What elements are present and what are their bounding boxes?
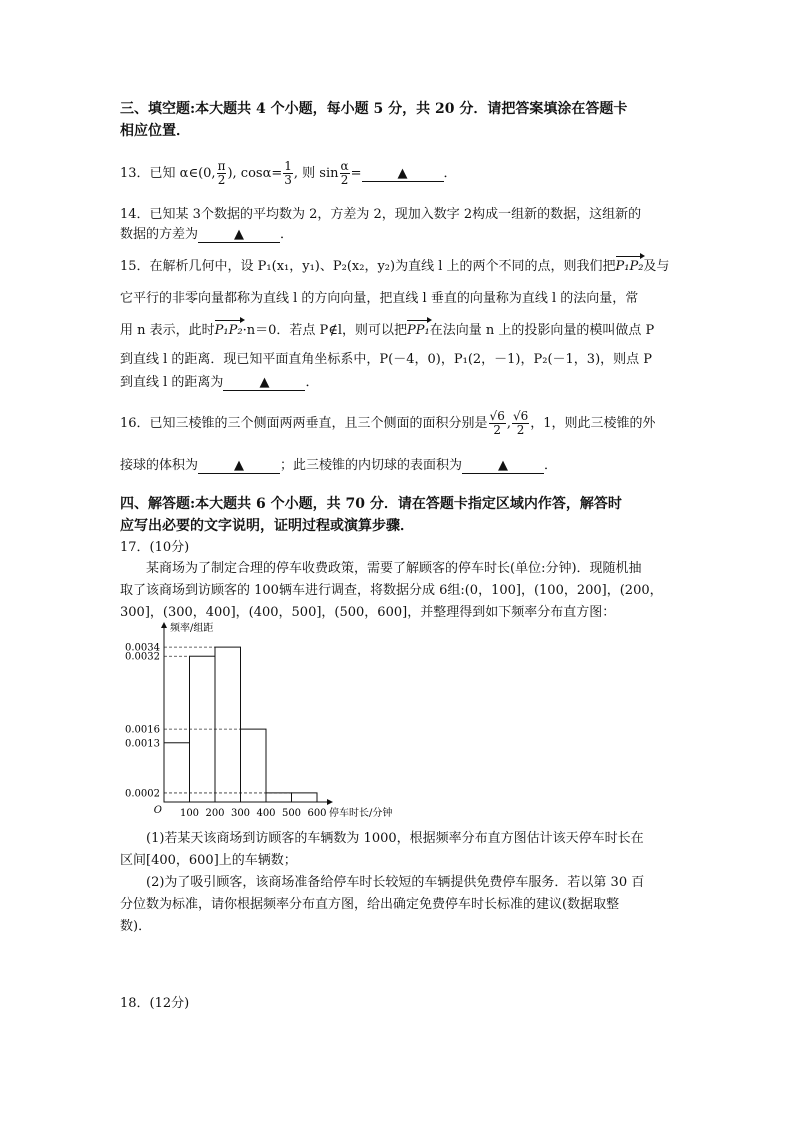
question-18-label: 18．(12分): [120, 996, 190, 1011]
answer-blank-16b: ▲: [462, 459, 544, 474]
question-14-line1: 14．已知某 3个数据的平均数为 2，方差为 2，现加入数字 2构成一组新的数据，这组新的: [120, 207, 642, 222]
q13-prefix: 13．已知 α∈(0,: [120, 166, 216, 181]
vector-p1p2: P₁P₂: [615, 259, 644, 274]
x-tick-label: 500: [281, 808, 302, 819]
question-17-sub1-line2: 区间[400，600]上的车辆数；: [120, 853, 297, 868]
section4-heading-line1: 四、解答题:本大题共 6 个小题，共 70 分．请在答题卡指定区域内作答，解答时: [120, 496, 622, 512]
question-15-line4: 到直线 l 的距离．现已知平面直角坐标系中，P(－4，0)，P₁(2，－1)，P₂(－1，3)，则点 P: [120, 352, 653, 367]
x-tick-label: 200: [205, 808, 225, 819]
vector-p1p2-dot: P₁P₂: [214, 323, 243, 338]
answer-blank-15: ▲: [223, 376, 305, 391]
x-tick-label: 400: [256, 808, 276, 819]
question-17-sub2-line2: 分位数为标准，请你根据频率分布直方图，给出确定免费停车时长标准的建议(数据取整: [120, 897, 620, 912]
y-tick-label: 0.0032: [125, 651, 160, 663]
q13-frac-pi-2: $\frac{\pi}{2}$: [217, 159, 226, 187]
x-tick-label: 300: [230, 808, 251, 819]
question-17-sub2-line1: (2)为了吸引顾客，该商场准备给停车时长较短的车辆提供免费停车服务．若以第 30 百: [146, 875, 645, 890]
question-14-line2: 数据的方差为 ▲ ．: [120, 227, 294, 242]
histogram-bar: [266, 793, 292, 802]
question-15-line3: 用 n 表示，此时P₁P₂·n＝0．若点 P∉l，则可以把PP₁在法向量 n 上的投影向量的模叫做点 P: [120, 323, 655, 338]
question-15-line2: 它平行的非零向量都称为直线 l 的方向向量，把直线 l 垂直的向量称为直线 l 的法向量，常: [120, 291, 639, 306]
question-16-line1: 16．已知三棱锥的三个侧面两两垂直，且三个侧面的面积分别是 $\frac{√6}{2}$ , $\frac{√6}{2}$ ，1，则此三棱锥的外: [120, 409, 656, 437]
question-17-sub1-line1: (1)若某天该商场到访顾客的车辆数为 1000，根据频率分布直方图估计该天停车时长在: [146, 831, 644, 846]
frequency-histogram: [120, 618, 420, 823]
q13-sin: , 则 sin: [293, 166, 339, 181]
section3-heading-line2: 相应位置．: [120, 123, 190, 139]
x-axis-label: 停车时长/分钟: [329, 808, 393, 819]
answer-blank-14: ▲: [198, 228, 280, 243]
question-16-line2: 接球的体积为 ▲ ；此三棱锥的内切球的表面积为 ▲ ．: [120, 458, 558, 473]
x-tick-label: 600: [307, 808, 327, 819]
question-17-para3: 300]，(300，400]，(400，500]，(500，600]，并整理得到如下频率分布直方图：: [120, 605, 616, 620]
q16-frac-sqrt6-2-a: $\frac{√6}{2}$: [489, 409, 505, 437]
section3-heading-line1: 三、填空题:本大题共 4 个小题，每小题 5 分，共 20 分．请把答案填涂在答题卡: [120, 101, 628, 117]
y-tick-label: 0.0034: [125, 642, 160, 654]
y-tick-label: 0.0002: [125, 788, 160, 800]
histogram-bar: [241, 729, 267, 802]
x-axis-arrow: [327, 799, 333, 805]
y-axis-label: 频率/组距: [170, 623, 214, 634]
y-tick-label: 0.0013: [125, 738, 160, 750]
origin-label: O: [153, 805, 162, 816]
y-tick-label: 0.0016: [125, 724, 160, 736]
question-17-para2: 取了该商场到访顾客的 100辆车进行调查，将数据分成 6组:(0，100]，(100，200]，(200，: [120, 583, 663, 598]
answer-blank-13: ▲: [362, 167, 444, 182]
histogram-bar: [292, 793, 318, 802]
question-13: 13．已知 α∈(0, $\frac{\pi}{2}$ ), cosα= $\frac{1}{3}$ , 则 sin $\frac{\alpha}{2}$ = ▲ ．: [120, 159, 457, 187]
question-17-para1: 某商场为了制定合理的停车收费政策，需要了解顾客的停车时长(单位:分钟)．现随机抽: [146, 561, 642, 576]
histogram-bar: [215, 647, 241, 802]
x-tick-label: 100: [179, 808, 200, 819]
q13-frac-1-3: $\frac{1}{3}$: [284, 159, 292, 187]
question-15-line1: 15．在解析几何中，设 P₁(x₁，y₁)、P₂(x₂，y₂)为直线 l 上的两个不同的点，则我们把P₁P₂及与: [120, 259, 670, 274]
question-17-label: 17．(10分): [120, 540, 190, 555]
y-axis-arrow: [161, 622, 167, 628]
section4-heading-line2: 应写出必要的文字说明，证明过程或演算步骤．: [120, 518, 414, 534]
answer-blank-16a: ▲: [198, 459, 280, 474]
q16-frac-sqrt6-2-b: $\frac{√6}{2}$: [512, 409, 529, 437]
question-15-line5: 到直线 l 的距离为 ▲ ．: [120, 375, 319, 390]
q13-cos: ), cosα=: [227, 166, 283, 181]
q13-frac-alpha-2: $\frac{\alpha}{2}$: [340, 159, 349, 187]
vector-pp1: PP₁: [407, 323, 430, 338]
question-17-sub2-line3: 数)．: [120, 919, 152, 934]
